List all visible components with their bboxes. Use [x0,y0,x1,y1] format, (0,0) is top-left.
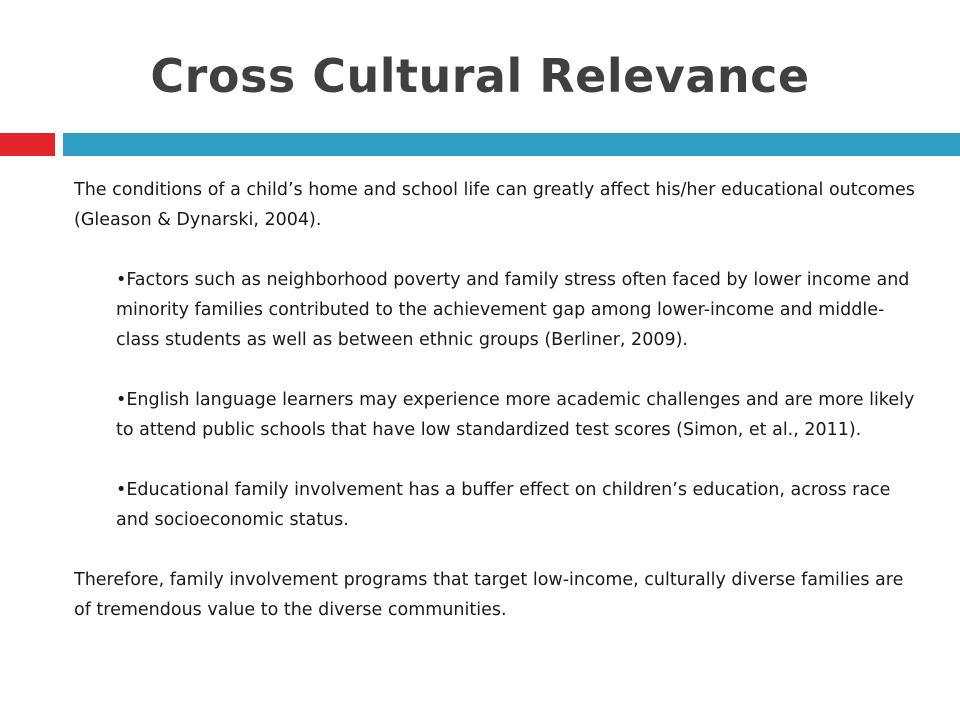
accent-bar-red [0,133,55,156]
bullet-item: •Educational family involvement has a buffer effect on children’s education, across race and socioeconomic status. [116,480,891,530]
accent-bar-blue [63,133,960,156]
slide-title: Cross Cultural Relevance [150,49,810,103]
bullet-item: •Factors such as neighborhood poverty and family stress often faced by lower income and minority families contributed to the achievement gap among lower-income and middle-class students as well as between ethnic groups (Berliner, 2009). [116,270,910,350]
intro-paragraph: The conditions of a child’s home and school life can greatly affect his/her educational outcomes (Gleason & Dynarski, 2004). [74,180,915,230]
bullet-item: •English language learners may experience more academic challenges and are more likely to attend public schools that have low standardized test scores (Simon, et al., 2011). [116,390,915,440]
conclusion-paragraph: Therefore, family involvement programs that target low-income, culturally diverse families are of tremendous value to the diverse communities. [74,570,904,620]
slide-body [74,175,924,625]
bullet-list [74,265,924,535]
